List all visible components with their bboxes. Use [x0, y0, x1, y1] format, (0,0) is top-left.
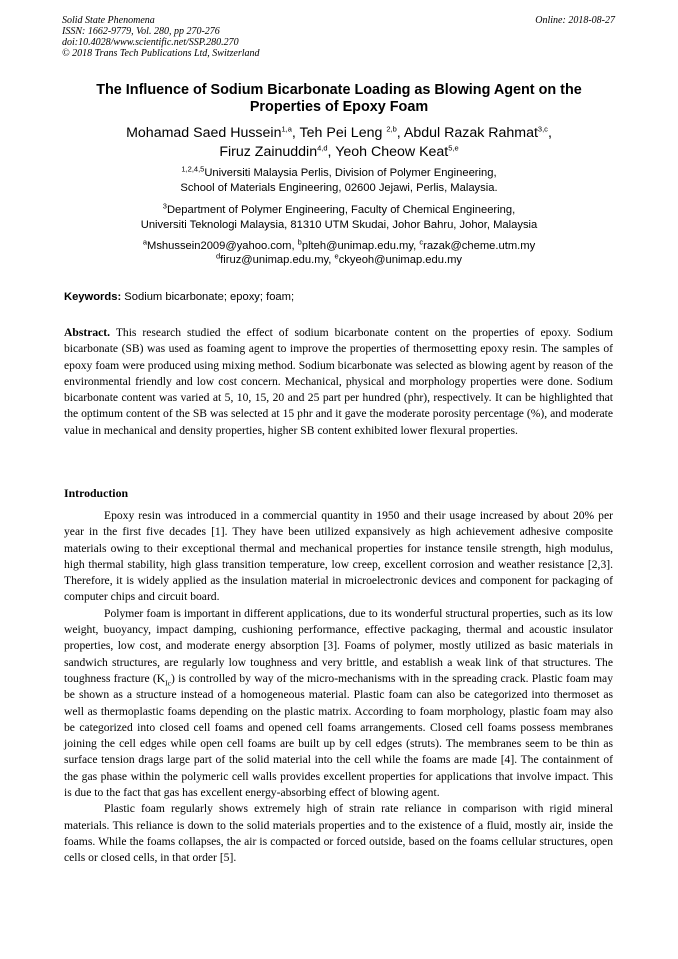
paragraph-text: ) is controlled by way of the micro-mechanisms with in the spreading crack. Plastic foam may be shown as a structure instead of a homogeneous material. Plastic foam can also be categorized into thermoset as well as thermoplastic foams depending on the plastic matrix. According to foam morphology, plastic foam may also be categorized into closed cell foams and opened cell foams arrangements. Closed cell foams possess membranes joining the cell edges while open cell foams are built up by cell edges (struts). The membranes seem to be thin as surface tension drags large part of the solid material into the cell while the foams are made [4]. The containment of the gas phase within the polymeric cell walls provides excellent properties for applications that involve impact. This is due to the fact that gas has excellent energy-absorbing effect of blowing agent.: [64, 671, 613, 800]
email-list: [40, 239, 638, 267]
email-link[interactable]: plteh@unimap.edu.my,: [301, 240, 420, 252]
email-link[interactable]: razak@cheme.utm.my: [423, 240, 536, 252]
author-affiliation-mark: 4,d: [317, 143, 328, 153]
paragraph: Plastic foam regularly shows extremely high of strain rate reliance in comparison with rigid mineral materials. This reliance is down to the solid materials properties and to the existence of a fluid, mostly air, inside the foams. While the foams collapses, the air is compacted or forced outside, based on the foams cellular structures, open cells or closed cells, in that order [5].: [64, 802, 613, 865]
author-affiliation-mark: 3,c: [537, 124, 548, 134]
author-line-1: Mohamad Saed Hussein$^{1,a}$, Teh Pei Leng $^{2,b}$, Abdul Razak Rahmat$^{3,c}$,: [126, 124, 552, 141]
keywords-text: Sodium bicarbonate; epoxy; foam;: [121, 291, 295, 303]
paragraph: Epoxy resin was introduced in a commercial quantity in 1950 and their usage increased by about 20% per year in the first five decades [1]. They have been utilized expansively as high achievement adhesive composite materials owing to their exceptional thermal and mechanical properties for instance tensile strength, high modulus, high thermal stability, high glass transition temperature, low creep, excellent corrosion and weather resistance [2,3]. Therefore, it is widely applied as the insulation material in microelectronic devices and component for packaging of computer chips and circuit board.: [64, 509, 613, 604]
affiliation-text: School of Materials Engineering, 02600 Jejawi, Perlis, Malaysia.: [180, 182, 498, 194]
email-mark: a: [142, 237, 147, 247]
email-link[interactable]: ckyeoh@unimap.edu.my: [338, 254, 462, 266]
email-mark: c: [419, 237, 424, 247]
author-affiliation-mark: 5,e: [448, 143, 459, 153]
keywords: [64, 290, 294, 304]
affiliation-2: [40, 203, 638, 233]
author-name: Firuz Zainuddin: [219, 144, 318, 160]
introduction-heading: Introduction: [64, 486, 129, 500]
author-name: Abdul Razak Rahmat: [403, 125, 538, 141]
journal-name: Solid State Phenomena: [62, 15, 155, 26]
author-name: Yeoh Cheow Keat: [335, 144, 449, 160]
introduction-body: [64, 508, 613, 867]
paragraph: [64, 606, 613, 802]
affiliation-1: [40, 166, 638, 196]
email-mark: b: [297, 237, 302, 247]
author-line-2: Firuz Zainuddin$^{4,d}$, Yeoh Cheow Keat$^{5,e}$: [219, 143, 459, 160]
email-mark: d: [215, 251, 221, 261]
author-name: Mohamad Saed Hussein: [126, 125, 282, 141]
affiliation-mark: 3: [162, 201, 167, 211]
online-date: Online: 2018-08-27: [535, 15, 615, 26]
author-affiliation-mark: 2,b: [386, 124, 397, 134]
author-affiliation-mark: 1,a: [281, 124, 292, 134]
journal-header: [62, 15, 260, 59]
subscript: Ic: [165, 678, 171, 688]
abstract-label: Abstract.: [64, 326, 111, 339]
affiliation-text: Universiti Teknologi Malaysia, 81310 UTM Skudai, Johor Bahru, Johor, Malaysia: [140, 219, 538, 231]
author-list: [40, 124, 638, 162]
issn-line: ISSN: 1662-9779, Vol. 280, pp 270-276: [62, 26, 220, 37]
affiliation-text: Department of Polymer Engineering, Faculty of Chemical Engineering,: [166, 204, 516, 216]
paper-title: [40, 82, 638, 116]
keywords-label: Keywords:: [64, 291, 122, 303]
abstract-text: This research studied the effect of sodium bicarbonate content on the properties of epoxy. Sodium bicarbonate (SB) was used as foaming agent to improve the properties of thermosetting epoxy resin. The samples of epoxy foam were produced using mixing method. Sodium bicarbonate was selected as blowing agent by reason of the environmental friendly and low cost concern. Mechanical, physical and morphology properties were done. Sodium bicarbonate content was varied at 5, 10, 15, 20 and 25 part per hundred (phr), respectively. It can be highlighted that the optimum content of the SB was selected at 15 phr and it gave the moderate porosity percentage (%), and moderate value in mechanical and density properties, higher SB content exhibited lower flexural properties.: [64, 326, 613, 437]
title-line-2: Properties of Epoxy Foam: [249, 99, 429, 115]
email-mark: e: [334, 251, 339, 261]
email-link[interactable]: firuz@unimap.edu.my,: [220, 254, 335, 266]
title-line-1: The Influence of Sodium Bicarbonate Loading as Blowing Agent on the: [96, 82, 582, 98]
paragraph-text: Polymer foam is important in different applications, due to its wonderful structural properties, such as its low weight, buoyancy, impact damping, cushioning performance, effective packaging, thermal and acoustic insulator properties, low cost, and moderate energy absorption [3]. Foams of polymer, mostly utilized as basic materials in sandwich structures, are regularly low toughness and very brittle, and establish a weak link of that structures. The toughness fracture (K: [64, 606, 613, 685]
affiliation-text: Universiti Malaysia Perlis, Division of Polymer Engineering,: [204, 167, 497, 179]
author-name: Teh Pei Leng: [299, 125, 387, 141]
copyright-line: © 2018 Trans Tech Publications Ltd, Switzerland: [62, 48, 260, 59]
abstract: [64, 325, 613, 439]
doi-line: doi:10.4028/www.scientific.net/SSP.280.270: [62, 37, 239, 48]
affiliation-mark: 1,2,4,5: [181, 164, 205, 174]
email-link[interactable]: Mshussein2009@yahoo.com,: [147, 240, 298, 252]
